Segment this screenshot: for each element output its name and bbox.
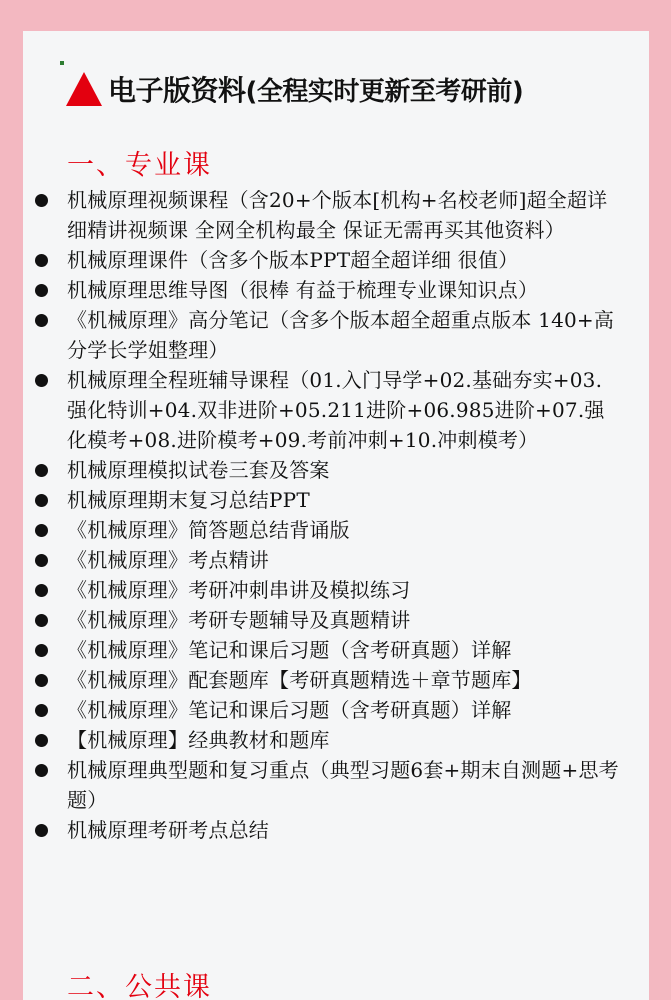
bullet-icon bbox=[35, 314, 48, 327]
list-item bbox=[23, 695, 649, 725]
bullet-icon bbox=[35, 494, 48, 507]
list-item-text: 《机械原理》笔记和课后习题（含考研真题）详解 bbox=[67, 698, 512, 722]
list-item bbox=[23, 365, 649, 455]
list-item bbox=[23, 605, 649, 635]
list-item bbox=[23, 755, 649, 815]
bullet-icon bbox=[35, 284, 48, 297]
list-item bbox=[23, 485, 649, 515]
list-item-text: 【机械原理】经典教材和题库 bbox=[67, 728, 330, 752]
list-item bbox=[23, 815, 649, 845]
bullet-icon bbox=[35, 704, 48, 717]
list-item bbox=[23, 455, 649, 485]
page-header bbox=[66, 69, 523, 109]
warning-triangle-icon bbox=[66, 72, 102, 106]
list-item-text: 《机械原理》考研冲刺串讲及模拟练习 bbox=[67, 578, 411, 602]
list-item-text: 机械原理视频课程（含20+个版本[机构+名校老师]超全超详细精讲视频课 全网全机构最全 保证无需再买其他资料） bbox=[67, 188, 608, 242]
corner-mark bbox=[60, 61, 64, 65]
bullet-icon bbox=[35, 644, 48, 657]
title-main: 电子版资料 bbox=[108, 74, 246, 107]
list-item bbox=[23, 185, 649, 245]
bullet-icon bbox=[35, 734, 48, 747]
section-heading-major: 一、专业课 bbox=[67, 150, 212, 181]
list-item bbox=[23, 575, 649, 605]
list-item-text: 机械原理典型题和复习重点（典型习题6套+期末自测题+思考题） bbox=[67, 758, 619, 812]
bullet-icon bbox=[35, 584, 48, 597]
list-item-text: 机械原理期末复习总结PPT bbox=[67, 488, 310, 512]
list-item bbox=[23, 515, 649, 545]
list-item-text: 机械原理课件（含多个版本PPT超全超详细 很值） bbox=[67, 248, 519, 272]
section-heading-public: 二、公共课 bbox=[67, 972, 212, 1000]
list-item-text: 《机械原理》考研专题辅导及真题精讲 bbox=[67, 608, 411, 632]
bullet-icon bbox=[35, 194, 48, 207]
list-item-text: 《机械原理》配套题库【考研真题精选＋章节题库】 bbox=[67, 668, 532, 692]
list-item-text: 机械原理考研考点总结 bbox=[67, 818, 269, 842]
list-item bbox=[23, 545, 649, 575]
resource-list bbox=[23, 185, 649, 845]
list-item-text: 《机械原理》笔记和课后习题（含考研真题）详解 bbox=[67, 638, 512, 662]
bullet-icon bbox=[35, 254, 48, 267]
bullet-icon bbox=[35, 374, 48, 387]
list-item bbox=[23, 665, 649, 695]
bullet-icon bbox=[35, 674, 48, 687]
list-item-text: 机械原理全程班辅导课程（01.入门导学+02.基础夯实+03.强化特训+04.双非进阶+05.211进阶+06.985进阶+07.强化模考+08.进阶模考+09.考前冲刺+10.冲刺模考） bbox=[67, 368, 605, 452]
list-item bbox=[23, 275, 649, 305]
page-title bbox=[108, 69, 523, 109]
list-item-text: 《机械原理》高分笔记（含多个版本超全超重点版本 140+高分学长学姐整理） bbox=[67, 308, 615, 362]
list-item-text: 《机械原理》简答题总结背诵版 bbox=[67, 518, 350, 542]
list-item-text: 《机械原理》考点精讲 bbox=[67, 548, 269, 572]
list-item-text: 机械原理模拟试卷三套及答案 bbox=[67, 458, 330, 482]
content-card bbox=[23, 31, 649, 1000]
list-item bbox=[23, 245, 649, 275]
bullet-icon bbox=[35, 524, 48, 537]
title-subtitle: (全程实时更新至考研前) bbox=[245, 77, 524, 107]
bullet-icon bbox=[35, 824, 48, 837]
list-item bbox=[23, 635, 649, 665]
bullet-icon bbox=[35, 464, 48, 477]
bullet-icon bbox=[35, 764, 48, 777]
list-item-text: 机械原理思维导图（很棒 有益于梳理专业课知识点） bbox=[67, 278, 539, 302]
list-item bbox=[23, 305, 649, 365]
list-item bbox=[23, 725, 649, 755]
bullet-icon bbox=[35, 614, 48, 627]
bullet-icon bbox=[35, 554, 48, 567]
